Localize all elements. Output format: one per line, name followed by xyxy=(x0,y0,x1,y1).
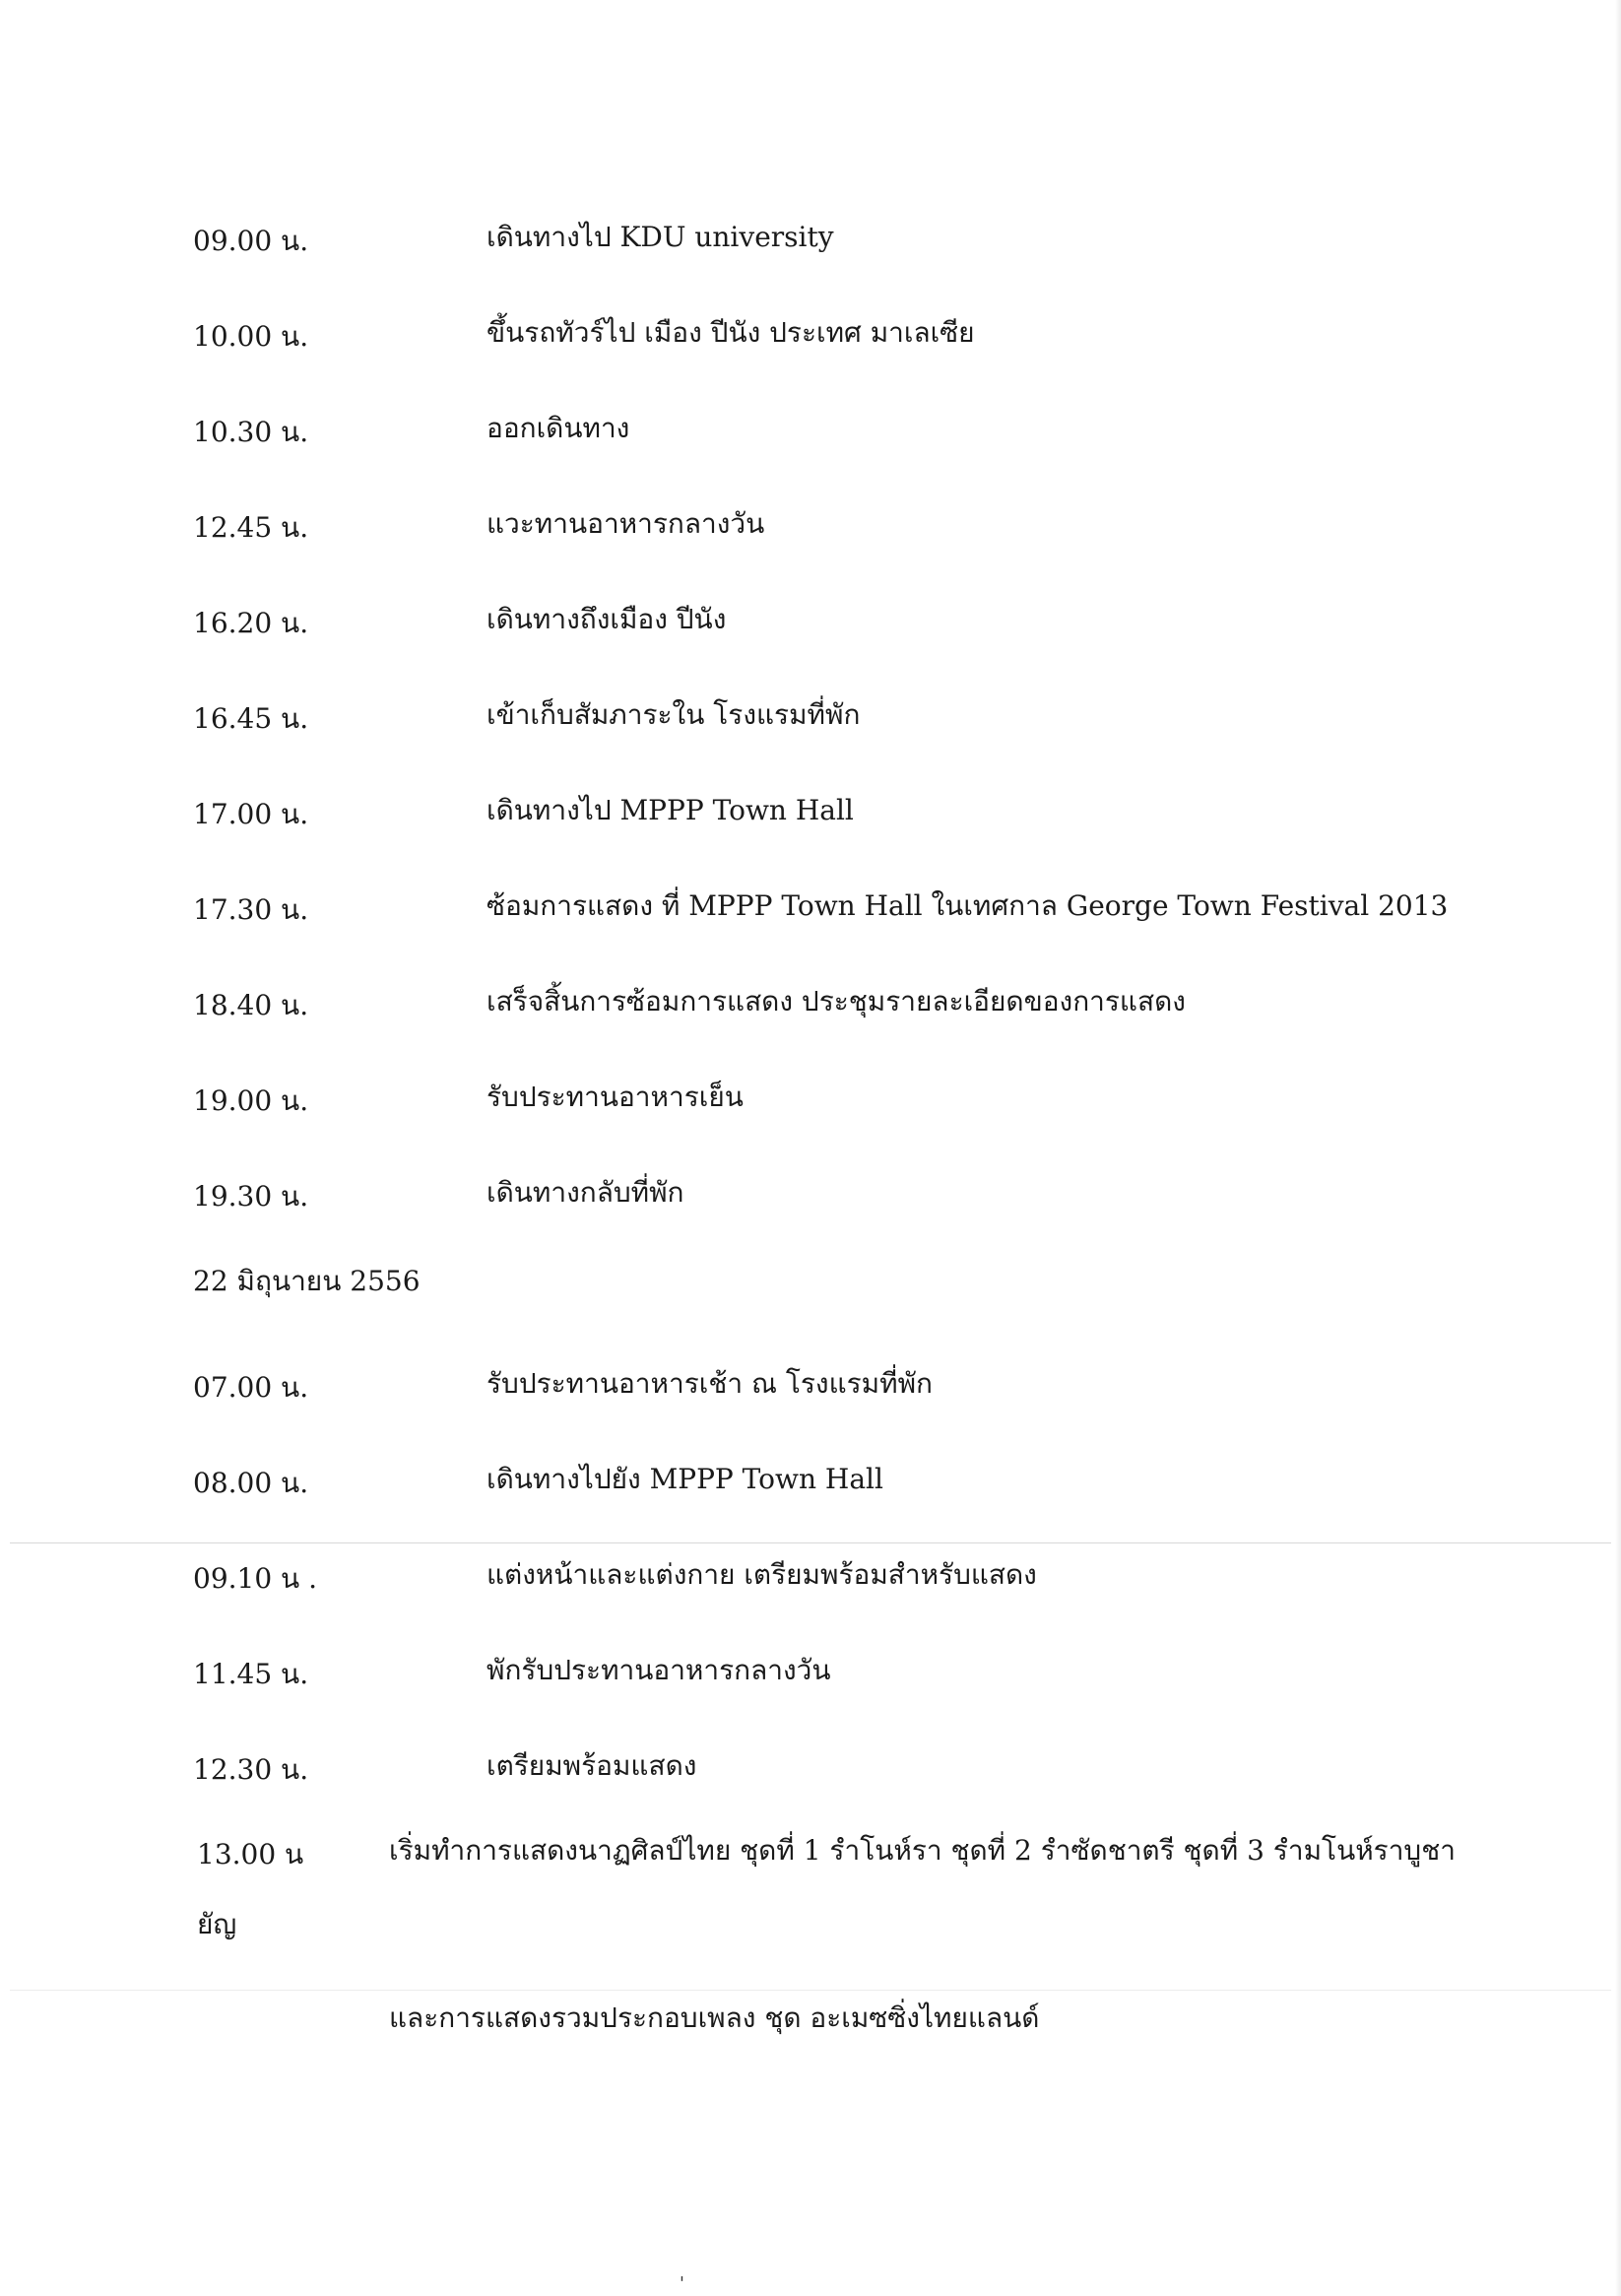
schedule-activity: เดินทางถึงเมือง ปีนัง xyxy=(486,603,727,635)
schedule-time: 10.30 น. xyxy=(193,416,309,448)
schedule-time: 07.00 น. xyxy=(193,1371,309,1404)
schedule-activity: ออกเดินทาง xyxy=(486,412,630,444)
date-heading: 22 มิถุนายน 2556 xyxy=(193,1265,421,1297)
page-mark: ' xyxy=(680,2273,684,2294)
schedule-time: 12.30 น. xyxy=(193,1753,309,1786)
schedule-activity: รับประทานอาหารเช้า ณ โรงแรมที่พัก xyxy=(486,1367,933,1400)
performance-continuation: และการแสดงรวมประกอบเพลง ชุด อะเมซซิ่งไทยแลนด์ xyxy=(389,2001,1040,2034)
schedule-time: 10.00 น. xyxy=(193,320,309,353)
performance-wrap: ยัญ xyxy=(197,1908,237,1940)
schedule-row xyxy=(0,685,1621,744)
schedule-row xyxy=(0,1544,1621,1604)
schedule-row xyxy=(0,1162,1621,1221)
schedule-time: 19.30 น. xyxy=(193,1180,309,1213)
schedule-activity: ขึ้นรถทัวร์ไป เมือง ปีนัง ประเทศ มาเลเซีย xyxy=(486,316,975,349)
schedule-activity: เดินทางไปยัง MPPP Town Hall xyxy=(486,1463,883,1495)
schedule-time: 16.20 น. xyxy=(193,607,309,639)
schedule-time: 11.45 น. xyxy=(193,1658,309,1690)
schedule-row xyxy=(0,302,1621,361)
schedule-row xyxy=(0,1449,1621,1508)
schedule-row xyxy=(0,398,1621,457)
schedule-row xyxy=(0,780,1621,839)
schedule-activity: ซ้อมการแสดง ที่ MPPP Town Hall ในเทศกาล George Town Festival 2013 xyxy=(486,889,1449,922)
performance-time: 13.00 น xyxy=(197,1838,304,1870)
schedule-row xyxy=(0,876,1621,935)
schedule-activity: พักรับประทานอาหารกลางวัน xyxy=(486,1654,831,1686)
scan-artifact-line xyxy=(10,1542,1611,1543)
schedule-row xyxy=(0,589,1621,648)
schedule-time: 18.40 น. xyxy=(193,989,309,1021)
schedule-row xyxy=(0,207,1621,266)
schedule-activity: เดินทางกลับที่พัก xyxy=(486,1176,684,1209)
schedule-time: 09.10 น . xyxy=(193,1562,317,1595)
schedule-activity: เตรียมพร้อมแสดง xyxy=(486,1749,697,1782)
performance-activity: เริ่มทำการแสดงนาฏศิลป์ไทย ชุดที่ 1 รำโนห์รา ชุดที่ 2 รำซัดชาตรี ชุดที่ 3 รำมโนห์ราบูชา xyxy=(389,1834,1456,1867)
schedule-row xyxy=(0,971,1621,1030)
schedule-activity: เสร็จสิ้นการซ้อมการแสดง ประชุมรายละเอียดของการแสดง xyxy=(486,985,1186,1017)
schedule-time: 17.30 น. xyxy=(193,893,309,926)
schedule-activity: แต่งหน้าและแต่งกาย เตรียมพร้อมสำหรับแสดง xyxy=(486,1558,1037,1591)
scan-artifact-line xyxy=(10,1990,1611,1991)
schedule-row xyxy=(0,1353,1621,1412)
schedule-time: 12.45 น. xyxy=(193,511,309,544)
schedule-row xyxy=(0,1067,1621,1126)
schedule-time: 09.00 น. xyxy=(193,225,309,257)
schedule-activity: แวะทานอาหารกลางวัน xyxy=(486,507,765,540)
schedule-activity: เดินทางไป KDU university xyxy=(486,221,834,253)
schedule-time: 19.00 น. xyxy=(193,1084,309,1117)
schedule-time: 08.00 น. xyxy=(193,1467,309,1499)
schedule-activity: เดินทางไป MPPP Town Hall xyxy=(486,794,854,826)
schedule-row xyxy=(0,493,1621,553)
schedule-activity: เข้าเก็บสัมภาระใน โรงแรมที่พัก xyxy=(486,698,861,731)
schedule-time: 17.00 น. xyxy=(193,798,309,830)
schedule-row xyxy=(0,1736,1621,1795)
schedule-row xyxy=(0,1640,1621,1699)
schedule-time: 16.45 น. xyxy=(193,702,309,735)
schedule-activity: รับประทานอาหารเย็น xyxy=(486,1081,744,1113)
